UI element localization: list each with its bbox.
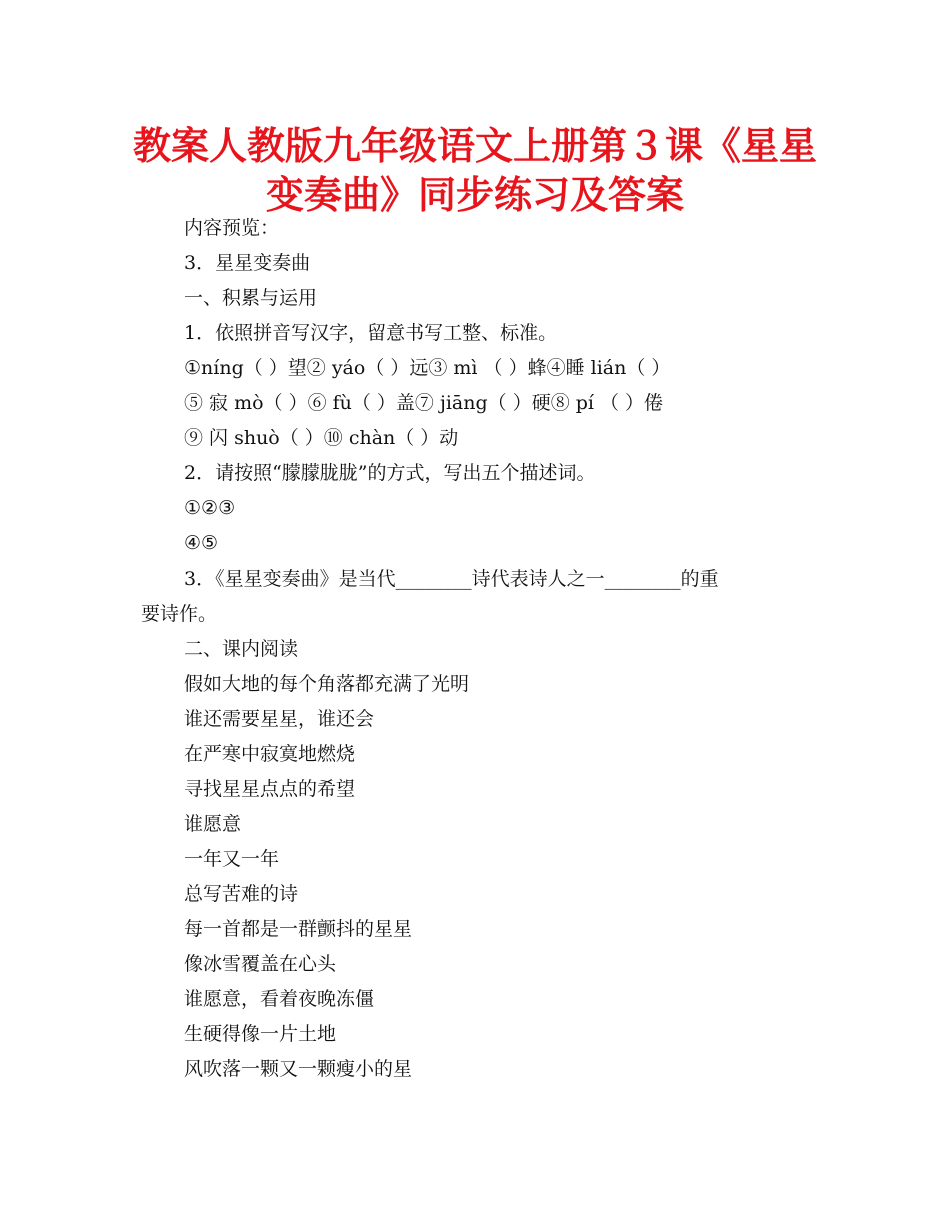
question-1: 1．依照拼音写汉字，留意书写工整、标准。 — [184, 322, 558, 344]
question-3-continued: 要诗作。 — [141, 603, 218, 625]
poem-line: 在严寒中寂寞地燃烧 — [184, 743, 356, 765]
question-3: 3．《星星变奏曲》是当代________诗代表诗人之一________的重 — [184, 568, 719, 590]
lesson-heading: 3．星星变奏曲 — [184, 252, 311, 274]
pinyin-line-3: ⑨ 闪 shuò（ ）⑩ chàn（ ）动 — [184, 427, 459, 449]
poem-line: 假如大地的每个角落都充满了光明 — [184, 673, 470, 695]
preview-label: 内容预览： — [184, 217, 280, 239]
section-heading-2: 二、课内阅读 — [184, 638, 299, 660]
question-2: 2．请按照“朦朦胧胧”的方式，写出五个描述词。 — [184, 462, 596, 484]
poem-line: 谁还需要星星，谁还会 — [184, 708, 375, 730]
poem-line: 寻找星星点点的希望 — [184, 778, 356, 800]
poem-line: 谁愿意 — [184, 813, 242, 835]
section-heading-1: 一、积累与运用 — [184, 287, 318, 309]
poem-line: 每一首都是一群颤抖的星星 — [184, 918, 413, 940]
pinyin-line-1: ①níng（ ）望② yáo（ ）远③ mì （ ）蜂④睡 lián（ ） — [184, 357, 671, 379]
pinyin-line-2: ⑤ 寂 mò（ ）⑥ fù（ ）盖⑦ jiāng（ ）硬⑧ pí （ ）倦 — [184, 392, 664, 414]
poem-line: 风吹落一颗又一颗瘦小的星 — [184, 1058, 413, 1080]
answer-slots-2: ④⑤ — [184, 532, 219, 554]
poem-line: 生硬得像一片土地 — [184, 1023, 337, 1045]
poem-line: 一年又一年 — [184, 848, 280, 870]
document-title-line-2: 变奏曲》同步练习及答案 — [265, 173, 684, 217]
poem-line: 总写苦难的诗 — [184, 883, 299, 905]
poem-line: 像冰雪覆盖在心头 — [184, 953, 337, 975]
poem-line: 谁愿意，看着夜晚冻僵 — [184, 988, 375, 1010]
document-title-line-1: 教案人教版九年级语文上册第３课《星星 — [132, 124, 817, 168]
answer-slots-1: ①②③ — [184, 497, 236, 519]
